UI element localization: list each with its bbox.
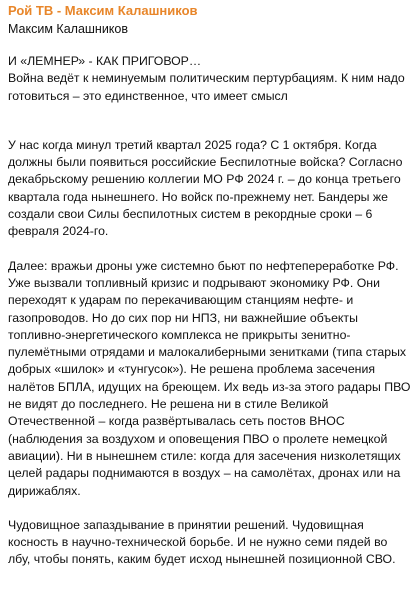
post-paragraph: Чудовищное запаздывание в принятии решений. Чудовищная косность в научно-технической борьбе. И не нужно семи пядей во лбу, чтобы понять, каким будет исход нынешней позиционной СВО. xyxy=(8,517,396,567)
post-paragraph: Далее: вражьи дроны уже системно бьют по нефтепереработке РФ. Уже вызвали топливный кризис и подрывают экономику РФ. Они переходят к ударам по перекачивающим станциям нефте- и газопроводов. Но до сих пор ни НПЗ, ни важнейшие объекты топливно-энергетического комплекса не прикрыты зенитно-пулемётными отрядами и малокалиберными зенитками (типа старых добрых «шилок» и «тунгусок»). Не решена проблема засечения налётов БПЛА, идущих на бреющем. Их ведь из-за этого радары ПВО не видят до последнего. Не решена ни в стиле Великой Отечественной – когда развёртывалась сеть постов ВНОС (наблюдения за воздухом и оповещения ПВО о пролете немецкой авиации). Ни в нынешнем стиле: когда для засечения низколетящих целей радары поднимаются в воздух – на самолётах, дронах или на дирижаблях. xyxy=(8,258,411,498)
post-author: Максим Калашников xyxy=(8,22,129,36)
post-paragraph: У нас когда минул третий квартал 2025 года? С 1 октября. Когда должны были появиться российские Беспилотные войска? Согласно декабрьскому решению коллегии МО РФ 2024 г. – до конца третьего квартала года нынешнего. Но войск по-прежнему нет. Бандеры же создали свои Силы беспилотных систем в рекордные сроки – 6 февраля 2024-го. xyxy=(8,137,403,239)
post-headline: И «ЛЕМНЕР» - КАК ПРИГОВОР… xyxy=(8,54,202,68)
post-intro: Война ведёт к неминуемым политическим пертурбациям. К ним надо готовиться – это единственное, что имеет смысл xyxy=(8,71,405,103)
channel-title-link[interactable]: Рой ТВ - Максим Калашников xyxy=(8,3,198,18)
